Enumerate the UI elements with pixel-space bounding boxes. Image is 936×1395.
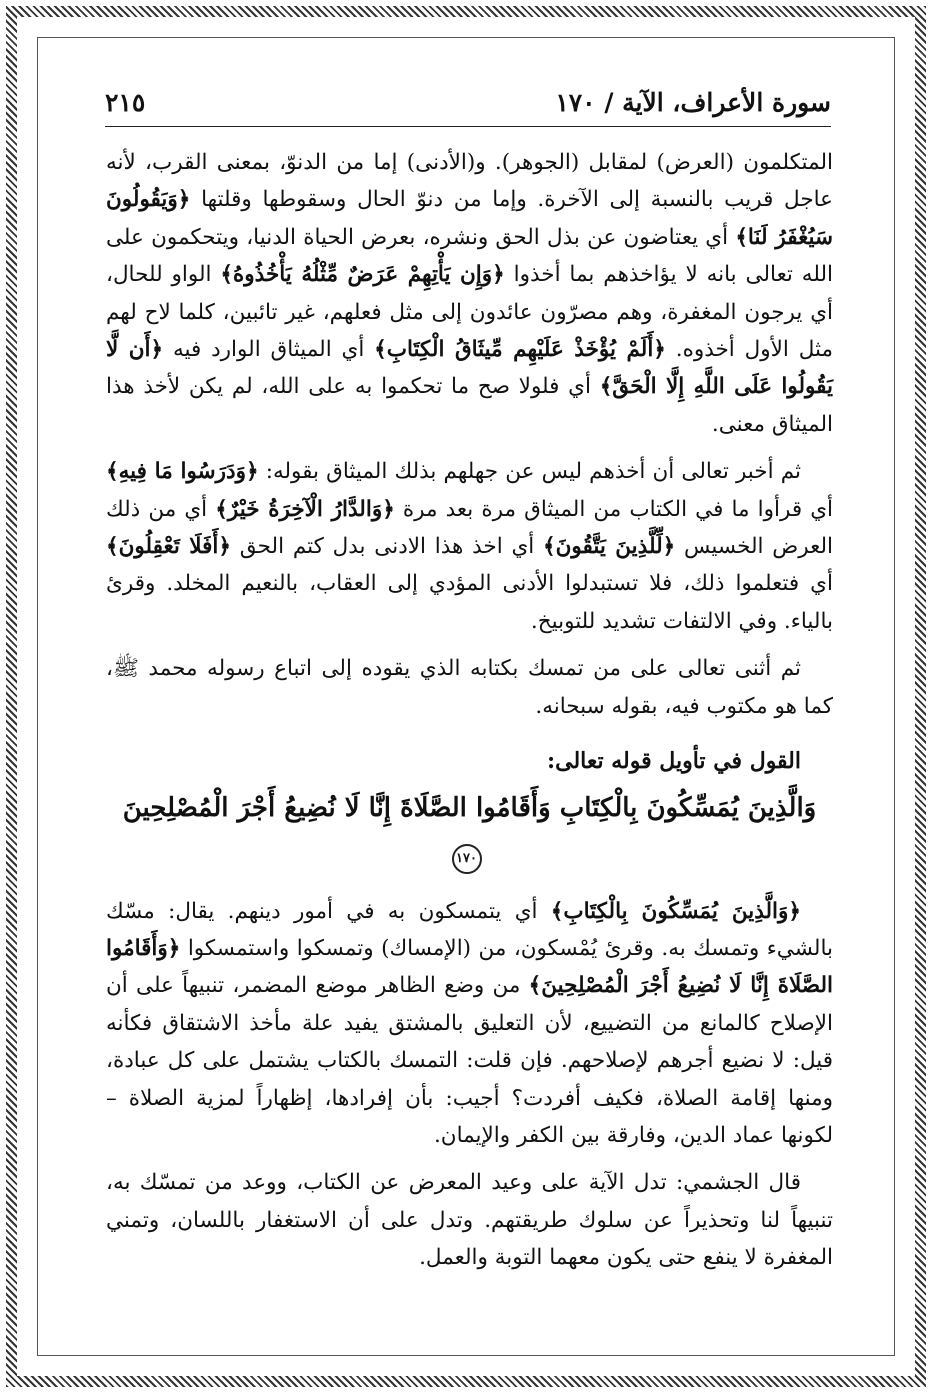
text-run: من وضع الظاهر موضع المضمر، تنبيهاً على أن الإصلاح كالمانع من التضييع، لأن التعليق بالمشتق يفيد علة مأخذ الاشتقاق فكأنه قيل: لا نضيع أجرهم لإصلاحهم. فإن قلت: التمسك بالكتاب يشتمل على كل عبادة، ومنها إقامة الصلاة، فكيف أفردت؟ أجيب: بأن إفرادها، إظهاراً لمزية الصلاة – لكونها عماد الدين، وفارقة بين الكفر والإيمان. (106, 973, 833, 1148)
page-body (106, 144, 833, 1355)
text-run: ثم أخبر تعالى أن أخذهم ليس عن جهلهم بذلك الميثاق بقوله: (258, 459, 801, 485)
paragraph-1 (106, 144, 833, 443)
page-number: ٢١٥ (105, 88, 146, 117)
quran-quote: ﴿وَدَرَسُوا مَا فِيهِ﴾ (106, 459, 259, 485)
quran-quote: ﴿وَإِن يَأْتِهِمْ عَرَضٌ مِّثْلُهُ يَأْخُذُوهُ﴾ (220, 262, 505, 288)
paragraph-5 (106, 1164, 833, 1276)
paragraph-2 (106, 453, 833, 640)
text-run: أي يعتاضون عن بذل الحق ونشره، بعرض الحياة الدنيا، ويتحكمون على الله تعالى بانه لا يؤاخذهم بما أخذوا (106, 224, 833, 288)
text-run: أي اخذ هذا الادنى بدل كتم الحق (230, 534, 544, 560)
quran-quote: ﴿وَيَقُولُونَ سَيُغْفَرُ لَنَا﴾ (106, 187, 833, 250)
quran-verse (106, 783, 833, 883)
quran-quote: ﴿وَالَّذِينَ يُمَسِّكُونَ بِالْكِتَابِ﴾ (550, 898, 801, 924)
paragraph-4 (106, 893, 833, 1155)
verse-text: وَالَّذِينَ يُمَسِّكُونَ بِالْكِتَابِ وَأَقَامُوا الصَّلَاةَ إِنَّا لَا نُضِيعُ أَجْرَ الْمُصْلِحِينَ (122, 792, 817, 823)
ayah-number-marker: ١٧٠ (452, 844, 482, 874)
text-run: قال الجشمي: تدل الآية على وعيد المعرض عن الكتاب، ووعد من تمسّك به، تنبيهاً لنا وتحذيراً عن سلوك طريقتهم. وتدل على أن الاستغفار باللسان، وتمني المغفرة لا ينفع حتى يكون معهما التوبة والعمل. (106, 1170, 833, 1271)
section-heading: القول في تأويل قوله تعالى: (547, 748, 801, 775)
text-run: أي فلولا صح ما تحكموا به على الله، لم يكن لأخذ هذا الميثاق معنى. (106, 374, 833, 437)
surah-reference: سورة الأعراف، الآية / ١٧٠ (555, 88, 831, 117)
quran-quote: ﴿أَفَلَا تَعْقِلُونَ﴾ (106, 534, 231, 560)
text-run: أي قرأوا ما في الكتاب من الميثاق مرة بعد مرة (394, 496, 834, 522)
running-header (105, 86, 831, 127)
text-run: المتكلمون (العرض) لمقابل (الجوهر). و(الأدنى) إما من الدنوّ، بمعنى القرب، لأنه عاجل قريب بالنسبة إلى الآخرة. وإما من دنوّ الحال وسقوطها وقلتها (106, 150, 833, 213)
paragraph-3 (106, 650, 833, 725)
text-run: ثم أثنى تعالى على من تمسك بكتابه الذي يقوده إلى اتباع رسوله محمد ﷺ، كما هو مكتوب فيه، بقوله سبحانه. (106, 656, 833, 719)
quran-quote: ﴿أَن لَّا يَقُولُوا عَلَى اللَّهِ إِلَّا الْحَقَّ﴾ (106, 337, 833, 400)
quran-quote: ﴿أَلَمْ يُؤْخَذْ عَلَيْهِم مِّيثَاقُ الْكِتَابِ﴾ (374, 337, 666, 363)
text-run: أي من ذلك العرض الخسيس (106, 496, 833, 560)
text-run: أي يتمسكون به في أمور دينهم. يقال: مسّك بالشيء وتمسك به. وقرئ يُمْسكون، من (الإمساك) وتمسكوا واستمسكوا (106, 898, 833, 961)
text-run: الواو للحال، أي يرجون المغفرة، وهم مصرّون عائدون إلى مثل فعلهم، غير تائبين، كلما لاح لهم مثل الأول أخذوه. (106, 262, 833, 363)
quran-quote: ﴿لِّلَّذِينَ يَتَّقُونَ﴾ (543, 534, 676, 560)
text-run: أي فتعلموا ذلك، فلا تستبدلوا الأدنى المؤدي إلى العقاب، بالنعيم المخلد. وقرئ بالياء. وفي الالتفات تشديد للتوبيخ. (106, 571, 833, 634)
text-run: أي الميثاق الوارد فيه (163, 337, 375, 363)
quran-quote: ﴿وَأَقَامُوا الصَّلَاةَ إِنَّا لَا نُضِيعُ أَجْرَ الْمُصْلِحِينَ﴾ (106, 935, 833, 999)
quran-quote: ﴿وَالدَّارُ الْآخِرَةُ خَيْرٌ﴾ (215, 496, 395, 522)
